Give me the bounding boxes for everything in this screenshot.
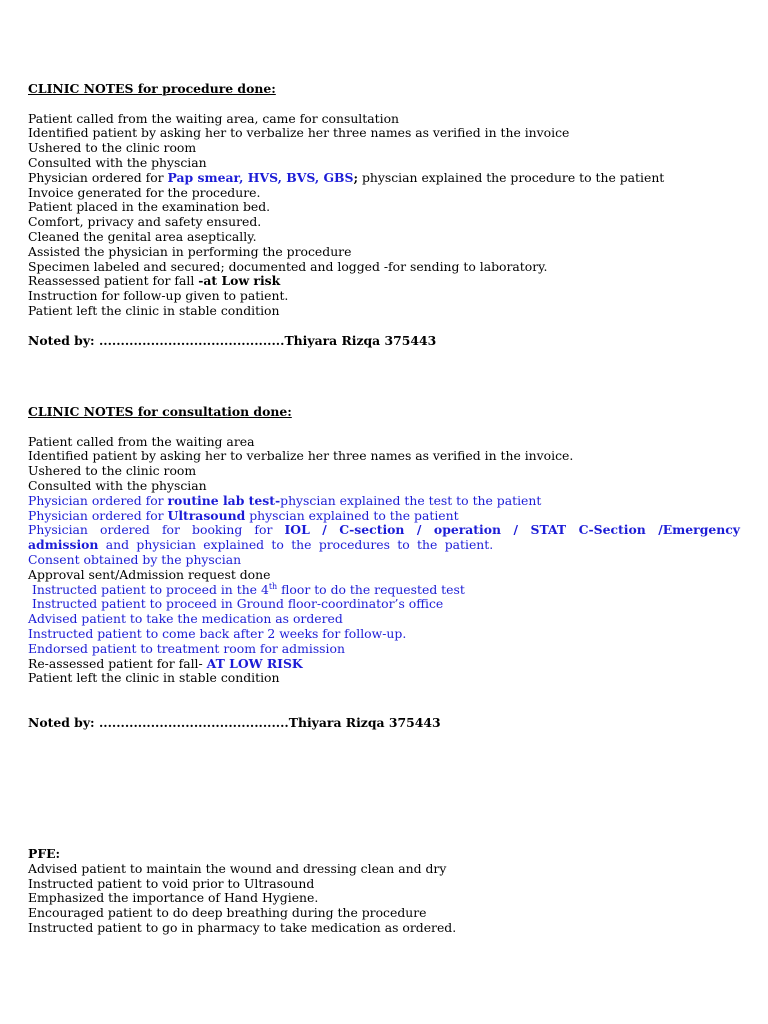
procedure-line: Comfort, privacy and safety ensured. [28,214,262,230]
procedure-line: Assisted the physician in performing the procedure [28,243,352,259]
consultation-line: Consent obtained by the physcian [28,551,242,567]
pfe-heading: PFE: [28,846,61,861]
order-prefix: Physician ordered for [28,507,168,523]
consultation-line: Advised patient to take the medication as ordered [28,611,343,627]
consultation-line: Instructed patient to come back after 2 weeks for follow-up. [28,625,407,641]
procedure-line: Instruction for follow-up given to patient. [28,288,289,304]
pfe-item: Emphasized the importance of Hand Hygiene. [28,890,319,906]
procedure-line: Cleaned the genital area aseptically. [28,228,257,244]
instruction-prefix: Instructed patient to proceed in the 4 [28,581,269,597]
fall-risk-prefix: Re-assessed patient for fall- [28,655,207,671]
procedure-notes-section [28,82,740,348]
procedure-line: Specimen labeled and secured; documented and logged -for sending to laboratory. [28,258,548,274]
procedure-line: Patient called from the waiting area, came for consultation [28,110,400,126]
procedure-line: Patient placed in the examination bed. [28,199,271,215]
consultation-line: Consulted with the physcian [28,477,207,493]
order-suffix: and physician explained to the procedures to the patient. [98,537,494,553]
order-prefix: Physician ordered for booking for [28,522,285,538]
pfe-item: Instructed patient to void prior to Ultrasound [28,875,315,891]
fall-risk-line [28,274,740,289]
consultation-line: Patient called from the waiting area [28,433,255,449]
ultrasound-label: Ultrasound [167,507,246,523]
pfe-section [28,847,740,936]
fall-risk-line [28,657,740,672]
order-suffix: physcian explained the test to the patient [280,492,542,508]
consultation-notes-section [28,405,740,731]
noted-by-name: Thiyara Rizqa 375443 [284,332,437,348]
fall-risk-prefix: Reassessed patient for fall [28,273,199,289]
noted-by-line [28,334,740,349]
procedure-line: Consulted with the physcian [28,154,207,170]
consultation-line: Patient left the clinic in stable condition [28,670,280,686]
consultation-line: Endorsed patient to treatment room for admission [28,640,345,656]
fall-risk-value: AT LOW RISK [206,655,303,671]
lab-test-label: routine lab test- [167,492,281,508]
pfe-item: Advised patient to maintain the wound and dressing clean and dry [28,860,447,876]
fall-risk-value: -at Low risk [198,273,281,289]
ultrasound-order-line [28,509,740,524]
consultation-line: Instructed patient to proceed in Ground floor-coordinator’s office [28,596,444,612]
semicolon: ; [353,169,359,185]
signature-dots: ............................................ [98,714,289,730]
consultation-line: Approval sent/Admission request done [28,566,271,582]
ordinal-suffix: th [268,581,278,591]
noted-by-label: Noted by: [28,332,99,348]
consultation-line: Ushered to the clinic room [28,463,197,479]
noted-by-label: Noted by: [28,714,99,730]
noted-by-name: Thiyara Rizqa 375443 [288,714,441,730]
consultation-heading: CLINIC NOTES for consultation done: [28,404,292,419]
procedure-heading: CLINIC NOTES for procedure done: [28,81,276,96]
pfe-item: Instructed patient to go in pharmacy to take medication as ordered. [28,919,457,935]
noted-by-line [28,716,740,731]
order-suffix: physcian explained to the patient [245,507,459,523]
lab-test-order-line [28,494,740,509]
order-prefix: Physician ordered for [28,169,168,185]
ordered-tests: Pap smear, HVS, BVS, GBS [167,169,354,185]
pfe-item: Encouraged patient to do deep breathing during the procedure [28,905,427,921]
procedure-order-line [28,171,740,186]
signature-dots: ........................................... [98,332,285,348]
instruction-suffix: floor to do the requested test [277,581,465,597]
order-prefix: Physician ordered for [28,492,168,508]
booking-procedures: IOL / C-section / operation / STAT C-Section /Emergency admission [28,522,741,553]
procedure-line: Ushered to the clinic room [28,140,197,156]
floor-instruction-line [28,583,740,598]
procedure-line: Identified patient by asking her to verbalize her three names as verified in the invoice [28,125,570,141]
booking-order-paragraph [28,523,740,553]
procedure-line: Invoice generated for the procedure. [28,184,261,200]
procedure-line: Patient left the clinic in stable condition [28,302,280,318]
consultation-line: Identified patient by asking her to verbalize her three names as verified in the invoice. [28,448,574,464]
order-suffix: physcian explained the procedure to the patient [358,169,665,185]
